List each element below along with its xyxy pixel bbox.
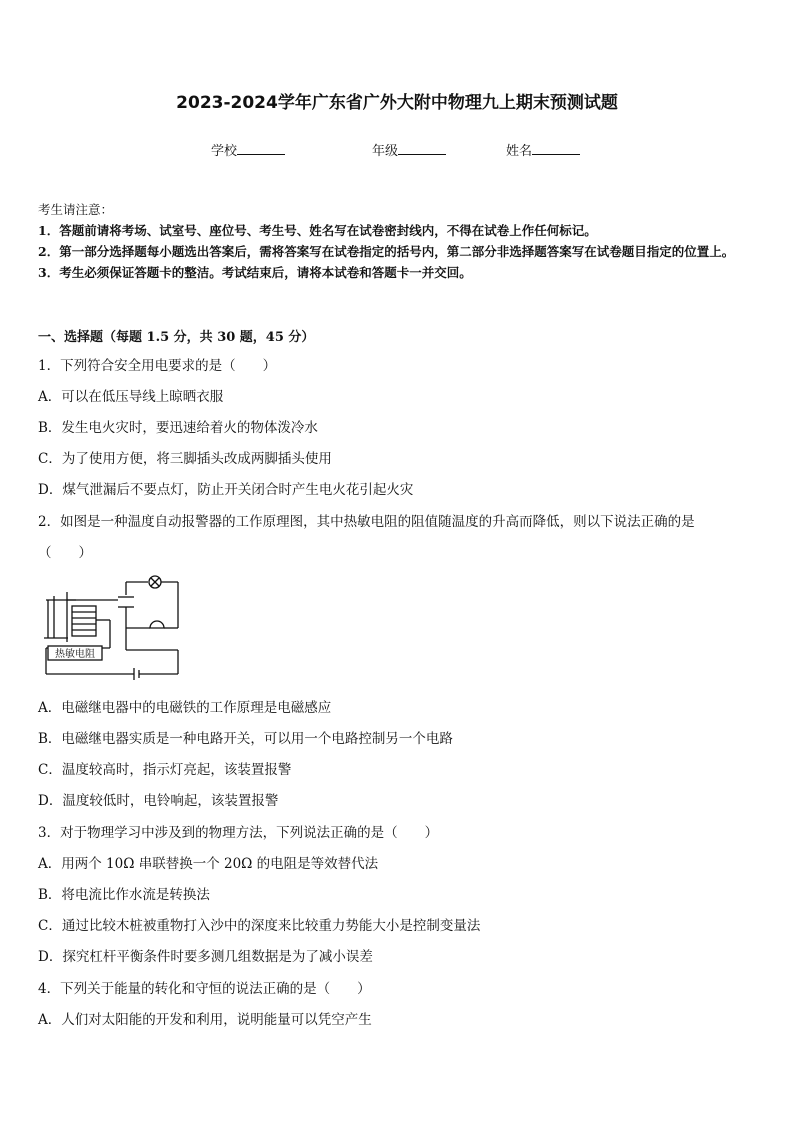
q2-option-a: A．电磁继电器中的电磁铁的工作原理是电磁感应	[38, 700, 332, 716]
q2-option-d: D．温度较低时，电铃响起，该装置报警	[38, 793, 279, 809]
thermistor-label: 热敏电阻	[55, 649, 95, 660]
q3-option-c: C．通过比较木桩被重物打入沙中的深度来比较重力势能大小是控制变量法	[38, 918, 481, 934]
school-blank	[237, 142, 285, 155]
q3-option-d: D．探究杠杆平衡条件时要多测几组数据是为了减小误差	[38, 949, 373, 965]
grade-field	[372, 140, 446, 159]
q1-option-a: A．可以在低压导线上晾晒衣服	[38, 389, 224, 405]
name-label: 姓名	[506, 144, 533, 159]
q4-option-a: A．人们对太阳能的开发和利用，说明能量可以凭空产生	[38, 1012, 372, 1028]
q3-stem: 3．对于物理学习中涉及到的物理方法，下列说法正确的是（ ）	[38, 825, 439, 841]
q2-stem-cont: （ ）	[38, 545, 92, 561]
notice-item-3: 3．考生必须保证答题卡的整洁。考试结束后，请将本试卷和答题卡一并交回。	[38, 265, 472, 280]
school-label: 学校	[211, 144, 238, 159]
grade-label: 年级	[372, 144, 399, 159]
section-heading: 一、选择题（每题 1.5 分，共 30 题，45 分）	[38, 330, 315, 345]
notice-heading: 考生请注意：	[38, 202, 114, 217]
alarm-circuit-diagram	[38, 570, 183, 685]
q1-stem: 1．下列符合安全用电要求的是（ ）	[38, 358, 277, 374]
q1-option-c: C．为了使用方便，将三脚插头改成两脚插头使用	[38, 451, 332, 467]
name-field	[506, 140, 580, 159]
circuit-svg	[38, 570, 183, 685]
q2-option-c: C．温度较高时，指示灯亮起，该装置报警	[38, 762, 292, 778]
q2-stem: 2．如图是一种温度自动报警器的工作原理图，其中热敏电阻的阻值随温度的升高而降低，则以下说法正确的是	[38, 514, 695, 530]
q1-option-d: D．煤气泄漏后不要点灯，防止开关闭合时产生电火花引起火灾	[38, 482, 414, 498]
q3-option-b: B．将电流比作水流是转换法	[38, 887, 210, 903]
name-blank	[532, 142, 580, 155]
q3-option-a: A．用两个 10Ω 串联替换一个 20Ω 的电阻是等效替代法	[38, 856, 379, 872]
page-title: 2023-2024学年广东省广外大附中物理九上期末预测试题	[176, 93, 618, 113]
grade-blank	[398, 142, 446, 155]
q2-option-b: B．电磁继电器实质是一种电路开关，可以用一个电路控制另一个电路	[38, 731, 453, 747]
school-field	[211, 140, 285, 159]
notice-item-2: 2．第一部分选择题每小题选出答案后，需将答案写在试卷指定的括号内，第二部分非选择题答案写在试卷题目指定的位置上。	[38, 244, 735, 259]
notice-item-1: 1．答题前请将考场、试室号、座位号、考生号、姓名写在试卷密封线内，不得在试卷上作任何标记。	[38, 223, 597, 238]
q1-option-b: B．发生电火灾时，要迅速给着火的物体泼冷水	[38, 420, 318, 436]
q4-stem: 4．下列关于能量的转化和守恒的说法正确的是（ ）	[38, 981, 371, 997]
notice-block	[38, 199, 760, 283]
